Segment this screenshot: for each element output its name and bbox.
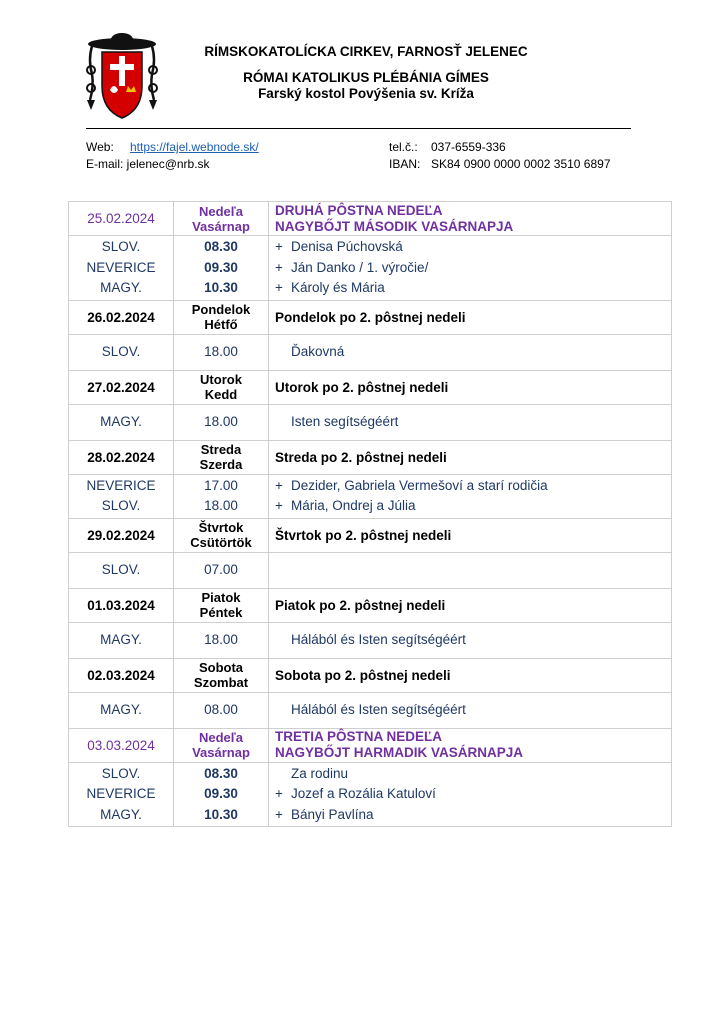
mass-row xyxy=(69,334,672,370)
intention-cell: + Denisa Púchovská + Ján Danko / 1. výročie/ + Károly és Mária xyxy=(269,236,672,301)
weekday-cell: Nedeľa Vasárnap xyxy=(174,202,269,236)
time-cell: 07.00 xyxy=(174,552,269,588)
tel-label: tel.č.: xyxy=(389,140,418,154)
liturgical-day-cell: Streda po 2. pôstnej nedeli xyxy=(269,440,672,474)
place-cell: SLOV. xyxy=(69,334,174,370)
intention-cell: + Dezider, Gabriela Vermešoví a starí rodičia + Mária, Ondrej a Júlia xyxy=(269,474,672,518)
contact-left xyxy=(86,139,259,173)
liturgical-day-cell: Pondelok po 2. pôstnej nedeli xyxy=(269,300,672,334)
time-cell: 18.00 xyxy=(174,622,269,658)
place-cell: SLOV. NEVERICE MAGY. xyxy=(69,236,174,301)
liturgical-day-cell: Sobota po 2. pôstnej nedeli xyxy=(269,658,672,692)
day-row xyxy=(69,588,672,622)
liturgical-day-cell: Štvrtok po 2. pôstnej nedeli xyxy=(269,518,672,552)
tel-value: 037-6559-336 xyxy=(431,140,506,154)
liturgical-day-cell: DRUHÁ PÔSTNA NEDEĽA NAGYBŐJT MÁSODIK VASÁRNAPJA xyxy=(269,202,672,236)
day-row xyxy=(69,202,672,236)
date-cell: 27.02.2024 xyxy=(69,370,174,404)
liturgical-day-cell: TRETIA PÔSTNA NEDEĽA NAGYBŐJT HARMADIK VASÁRNAPJA xyxy=(269,728,672,762)
date-cell: 25.02.2024 xyxy=(69,202,174,236)
intention-cell: Ďakovná xyxy=(269,334,672,370)
day-row xyxy=(69,440,672,474)
email-text: E-mail: jelenec@nrb.sk xyxy=(86,157,210,171)
day-row xyxy=(69,658,672,692)
intention-cell: Hálából és Isten segítségéért xyxy=(269,692,672,728)
weekday-cell: Sobota Szombat xyxy=(174,658,269,692)
header-church: Farský kostol Povýšenia sv. Kríža xyxy=(258,86,474,101)
day-row xyxy=(69,518,672,552)
day-row xyxy=(69,370,672,404)
website-link[interactable]: https://fajel.webnode.sk/ xyxy=(130,140,259,154)
place-cell: SLOV. xyxy=(69,552,174,588)
weekday-cell: Nedeľa Vasárnap xyxy=(174,728,269,762)
place-cell: MAGY. xyxy=(69,622,174,658)
mass-row xyxy=(69,404,672,440)
mass-schedule-table xyxy=(68,201,672,827)
day-row xyxy=(69,728,672,762)
time-cell: 17.00 18.00 xyxy=(174,474,269,518)
date-cell: 01.03.2024 xyxy=(69,588,174,622)
mass-row xyxy=(69,552,672,588)
mass-row xyxy=(69,692,672,728)
web-label: Web: xyxy=(86,140,114,154)
intention-cell: Hálából és Isten segítségéért xyxy=(269,622,672,658)
place-cell: NEVERICE SLOV. xyxy=(69,474,174,518)
intention-cell: Isten segítségéért xyxy=(269,404,672,440)
place-cell: MAGY. xyxy=(69,404,174,440)
header-title-hu: RÓMAI KATOLIKUS PLÉBÁNIA GÍMES xyxy=(243,70,489,85)
date-cell: 28.02.2024 xyxy=(69,440,174,474)
liturgical-day-cell: Utorok po 2. pôstnej nedeli xyxy=(269,370,672,404)
weekday-cell: Streda Szerda xyxy=(174,440,269,474)
contact-right xyxy=(389,139,611,173)
iban-value: SK84 0900 0000 0002 3510 6897 xyxy=(431,157,611,171)
time-cell: 18.00 xyxy=(174,334,269,370)
time-cell: 08.00 xyxy=(174,692,269,728)
date-cell: 02.03.2024 xyxy=(69,658,174,692)
header-divider xyxy=(86,128,631,129)
header-title-sk: RÍMSKOKATOLÍCKA CIRKEV, FARNOSŤ JELENEC xyxy=(204,44,528,59)
date-cell: 29.02.2024 xyxy=(69,518,174,552)
liturgical-day-cell: Piatok po 2. pôstnej nedeli xyxy=(269,588,672,622)
mass-row xyxy=(69,236,672,301)
weekday-cell: Piatok Péntek xyxy=(174,588,269,622)
time-cell: 08.30 09.30 10.30 xyxy=(174,236,269,301)
intention-cell xyxy=(269,552,672,588)
date-cell: 03.03.2024 xyxy=(69,728,174,762)
time-cell: 08.30 09.30 10.30 xyxy=(174,762,269,827)
mass-row xyxy=(69,622,672,658)
iban-label: IBAN: xyxy=(389,157,421,171)
parish-coat-of-arms-icon xyxy=(84,30,160,122)
place-cell: MAGY. xyxy=(69,692,174,728)
weekday-cell: Utorok Kedd xyxy=(174,370,269,404)
mass-row xyxy=(69,474,672,518)
place-cell: SLOV. NEVERICE MAGY. xyxy=(69,762,174,827)
date-cell: 26.02.2024 xyxy=(69,300,174,334)
intention-cell: Za rodinu + Jozef a Rozália Katuloví + Bányi Pavlína xyxy=(269,762,672,827)
day-row xyxy=(69,300,672,334)
mass-row xyxy=(69,762,672,827)
weekday-cell: Štvrtok Csütörtök xyxy=(174,518,269,552)
time-cell: 18.00 xyxy=(174,404,269,440)
weekday-cell: Pondelok Hétfő xyxy=(174,300,269,334)
